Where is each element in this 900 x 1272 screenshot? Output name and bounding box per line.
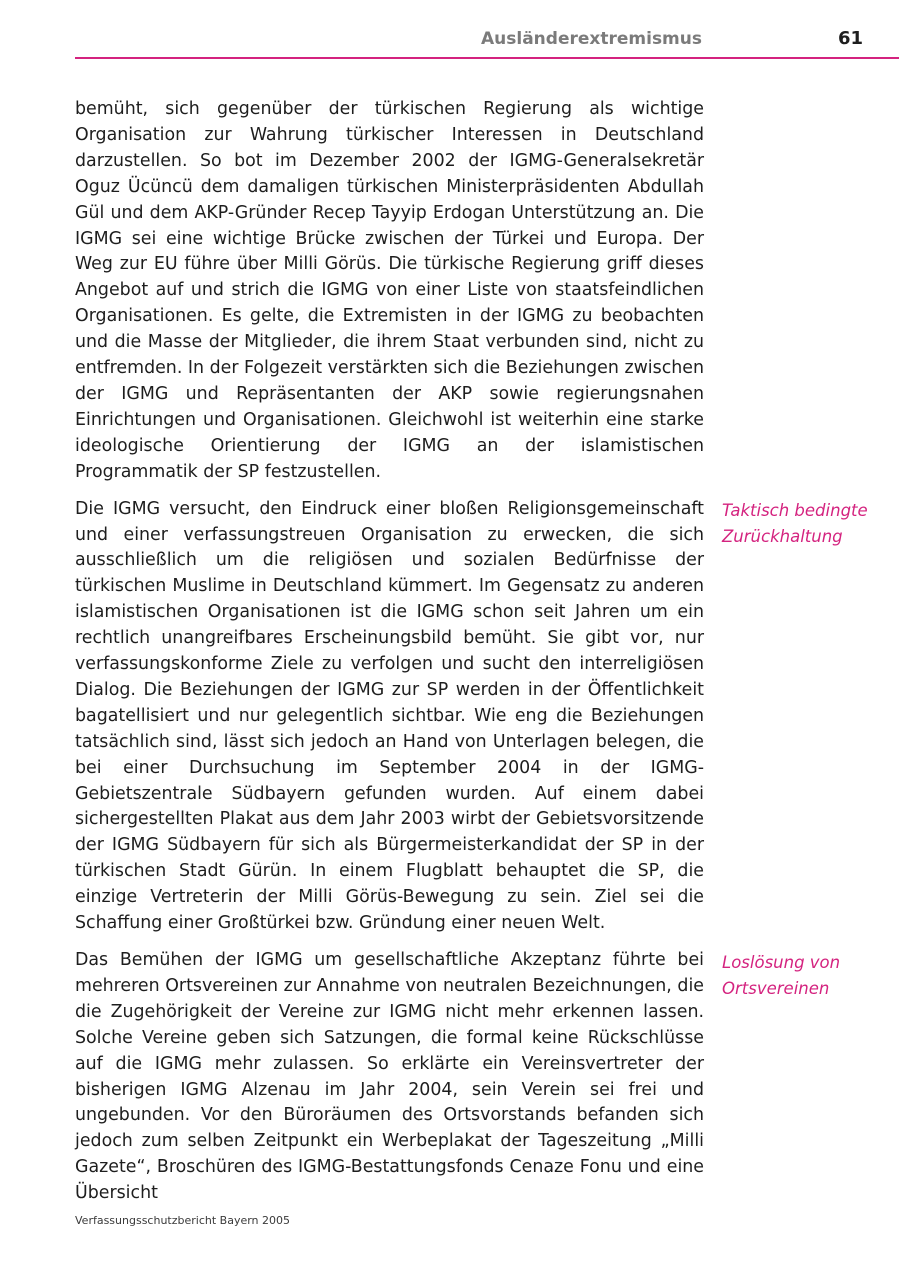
margin-note-line: Zurückhaltung [722,526,843,546]
margin-note-line: Ortsvereinen [722,978,830,998]
section-title: Ausländerextremismus [481,29,702,49]
paragraph-3: Das Bemühen der IGMG um gesellschaftliche Akzeptanz führte bei mehreren Ortsvereinen zur Annahme von neutralen Bezeichnungen, die die Zugehörigkeit der Vereine zur IGMG nicht mehr erkennen lassen. Solche Vereine geben sich Satzungen, die formal keine Rückschlüsse auf die IGMG mehr zulassen. So erklärte ein Vereinsvertreter der bisherigen IGMG Alzenau im Jahr 2004, sein Verein sei frei und ungebunden. Vor den Büroräumen des Ortsvorstands befanden sich jedoch zum selben Zeitpunkt ein Werbeplakat der Tageszeitung „Milli Gazete“, Broschüren des IGMG-Bestattungsfonds Cenaze Fonu und eine Übersicht [75,950,704,1204]
margin-note-losloesung [722,950,892,1002]
margin-note-line: Taktisch bedingte [722,501,868,520]
page-footer: Verfassungsschutzbericht Bayern 2005 [75,1214,291,1227]
paragraph-2: Die IGMG versucht, den Eindruck einer bloßen Religionsgemeinschaft und einer verfassungstreuen Organisation zu erwecken, die sich ausschließlich um die religiösen und sozialen Bedürfnisse der türkischen Muslime in Deutschland kümmert. Im Gegensatz zu anderen islamistischen Organisationen ist die IGMG schon seit Jahren um ein rechtlich unangreifbares Erscheinungsbild bemüht. Sie gibt vor, nur verfassungskonforme Ziele zu verfolgen und sucht den interreligiösen Dialog. Die Beziehungen der IGMG zur SP werden in der Öffentlichkeit bagatellisiert und nur gelegentlich sichtbar. Wie eng die Beziehungen tatsächlich sind, lässt sich jedoch an Hand von Unterlagen belegen, die bei einer Durchsuchung im September 2004 in der IGMG-Gebietszentrale Südbayern gefunden wurden. Auf einem dabei sichergestellten Plakat aus dem Jahr 2003 wirbt der Gebietsvorsitzende der IGMG Südbayern für sich als Bürgermeisterkandidat der SP in der türkischen Stadt Gürün. In einem Flugblatt behauptet die SP, die einzige Vertreterin der Milli Görüs-Bewegung zu sein. Ziel sei die Schaffung einer Großtürkei bzw. Gründung einer neuen Welt. [75,498,704,934]
page-header [75,27,899,59]
margin-note-taktisch [722,498,892,550]
margin-note-line: Loslösung von [722,953,841,972]
page-number: 61 [837,28,863,49]
paragraph-1: bemüht, sich gegenüber der türkischen Regierung als wichtige Organisation zur Wahrung türkischer Interessen in Deutschland darzustellen. So bot im Dezember 2002 der IGMG-Generalsekretär Oguz Ücüncü dem damaligen türkischen Ministerpräsidenten Abdullah Gül und dem AKP-Gründer Recep Tayyip Erdogan Unterstützung an. Die IGMG sei eine wichtige Brücke zwischen der Türkei und Europa. Der Weg zur EU führe über Milli Görüs. Die türkische Regierung griff dieses Angebot auf und strich die IGMG von einer Liste von staatsfeindlichen Organisationen. Es gelte, die Extremisten in der IGMG zu beobachten und die Masse der Mitglieder, die ihrem Staat verbunden sind, nicht zu entfremden. In der Folgezeit verstärkten sich die Beziehungen zwischen der IGMG und Repräsentanten der AKP sowie regierungsnahen Einrichtungen und Organisationen. Gleichwohl ist weiterhin eine starke ideologische Orientierung der IGMG an der islamistischen Programmatik der SP festzustellen. [75,99,704,482]
body-text [75,97,704,1218]
